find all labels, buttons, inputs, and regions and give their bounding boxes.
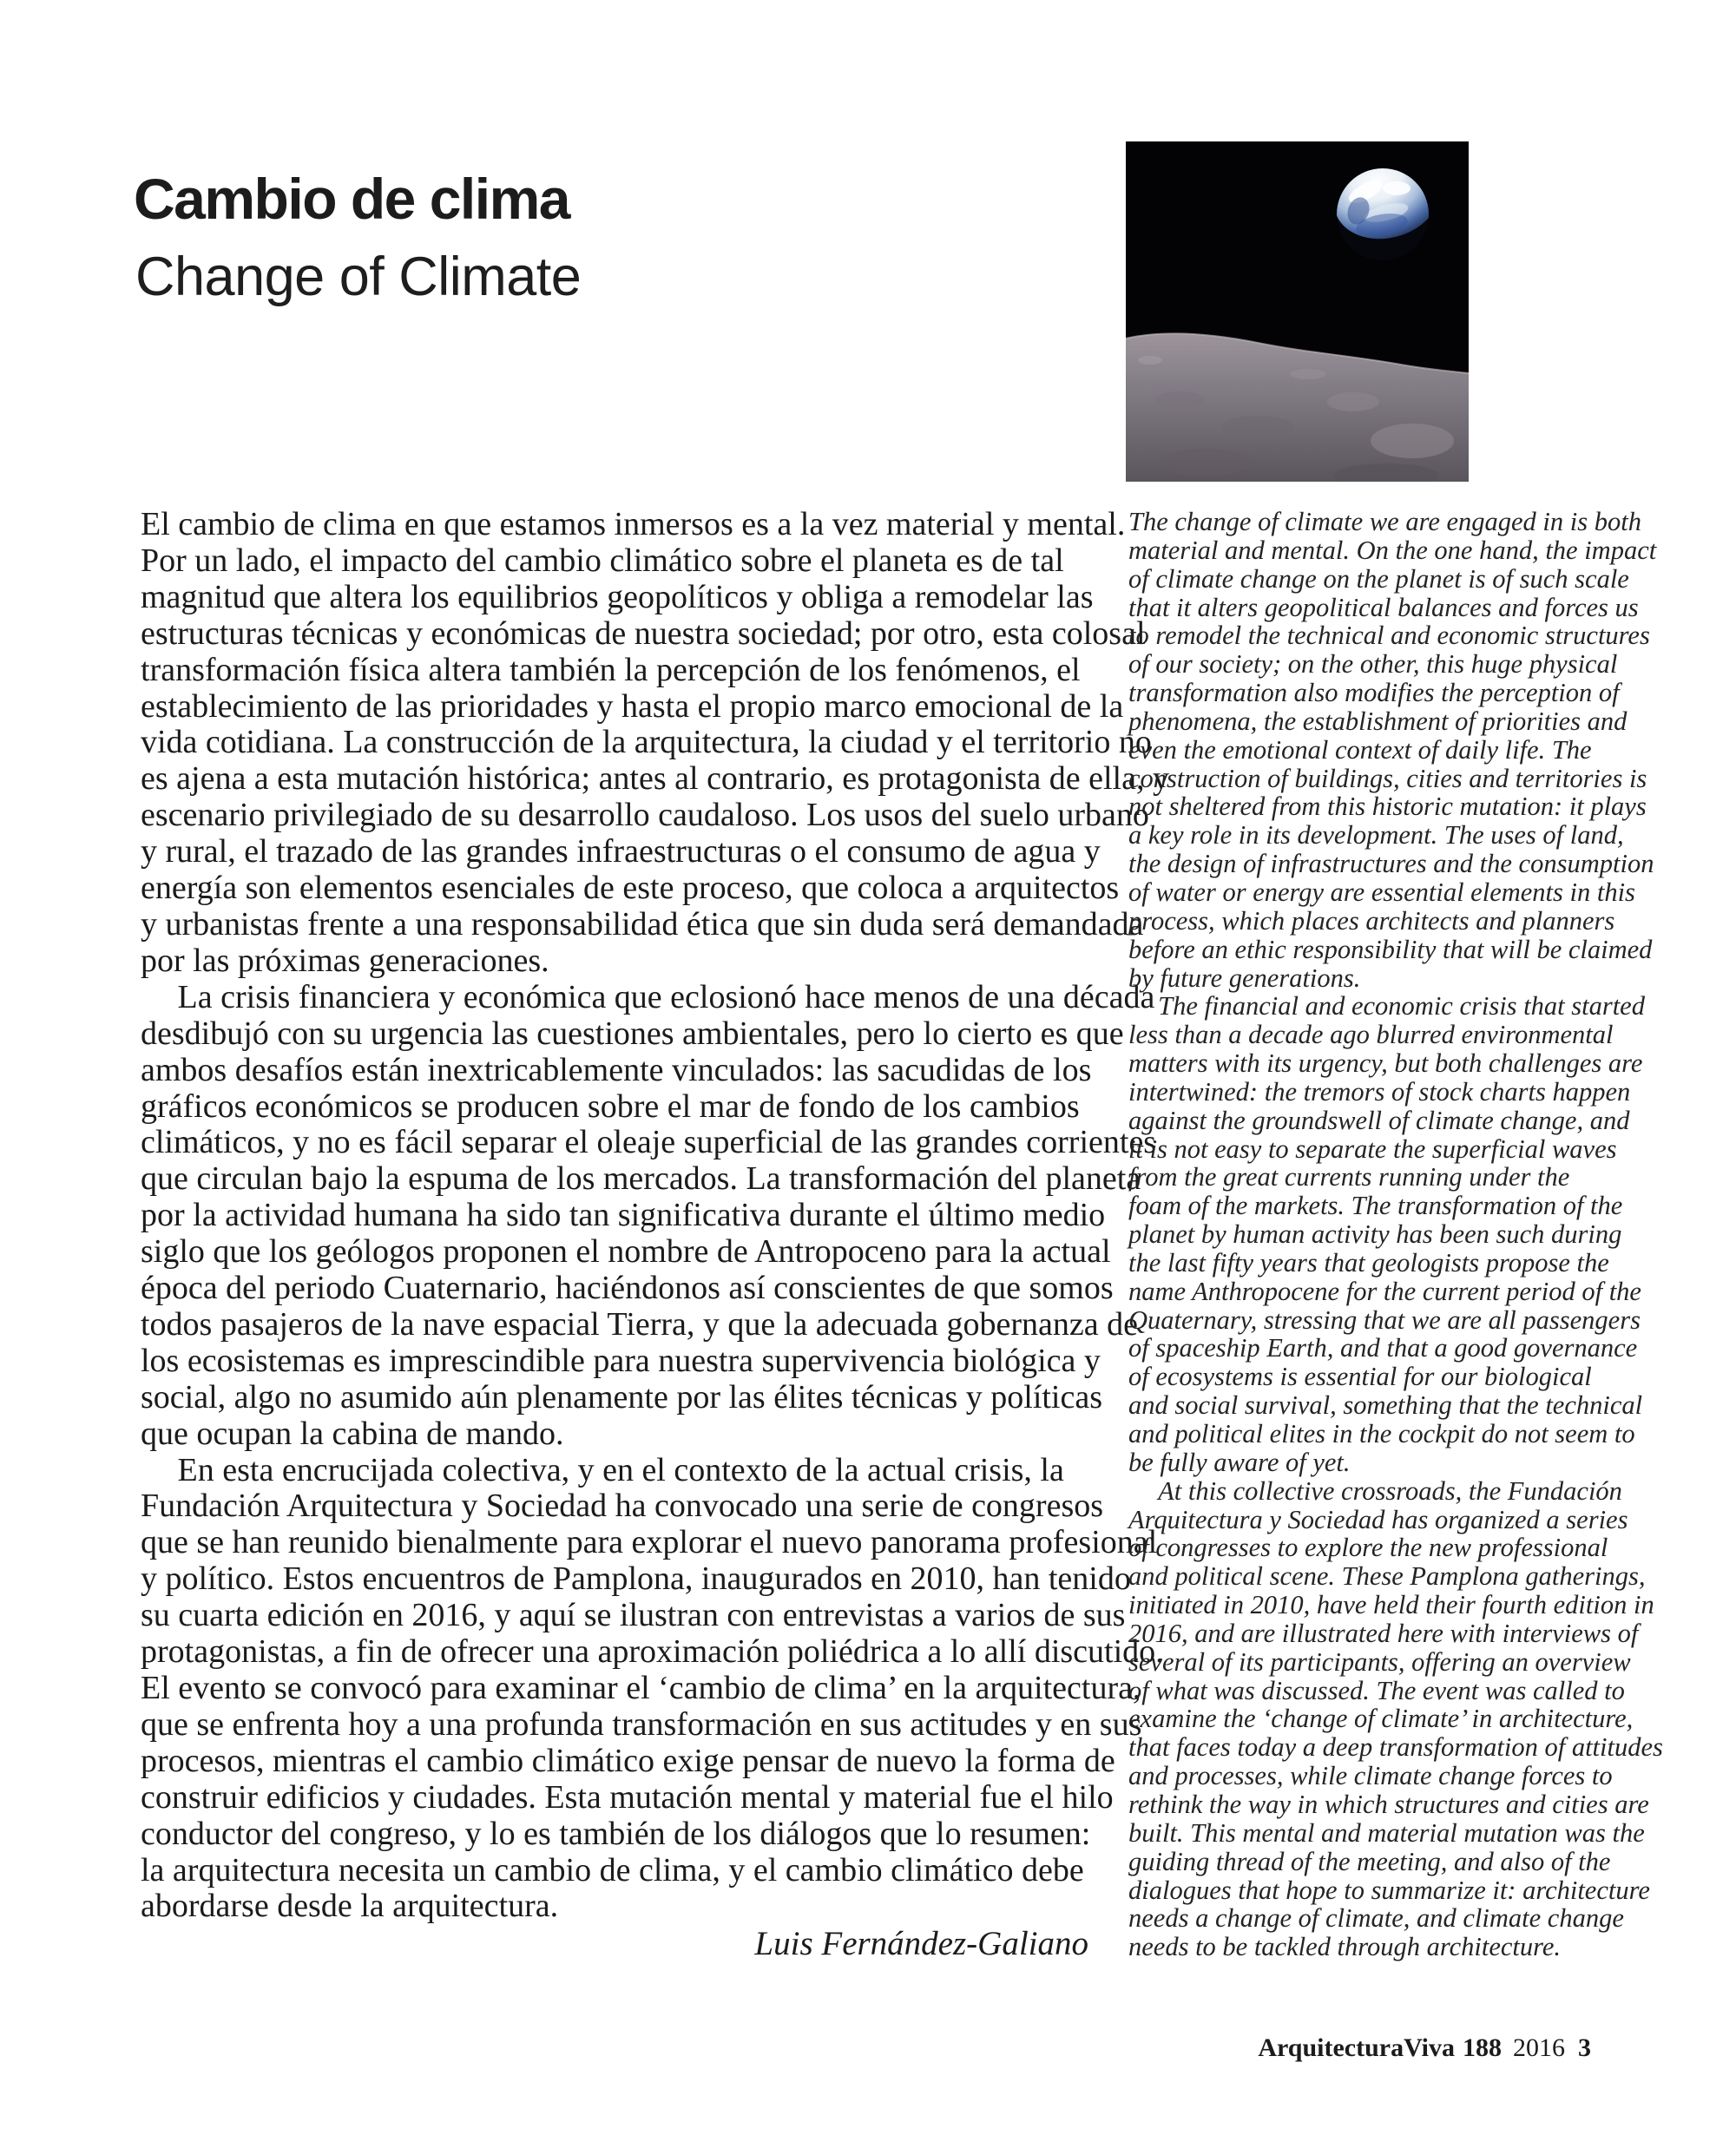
text-line: estructuras técnicas y económicas de nuestra sociedad; por otro, esta colosal xyxy=(141,614,1146,652)
text-line: que se han reunido bienalmente para explorar el nuevo panorama profesional xyxy=(141,1524,1158,1561)
text-line: and processes, while climate change forces to xyxy=(1128,1761,1613,1791)
text-line: examine the ‘change of climate’ in architecture, xyxy=(1128,1704,1634,1734)
text-line: abordarse desde la arquitectura. xyxy=(141,1888,559,1925)
text-line: initiated in 2010, have held their fourth edition in xyxy=(1128,1590,1654,1620)
text-line: material and mental. On the one hand, the impact xyxy=(1128,535,1657,565)
text-line: Fundación Arquitectura y Sociedad ha convocado una serie de congresos xyxy=(141,1488,1104,1525)
text-line: la arquitectura necesita un cambio de clima, y el cambio climático debe xyxy=(141,1851,1084,1889)
text-line: of congresses to explore the new professional xyxy=(1128,1533,1608,1563)
article-paragraph xyxy=(141,1451,1164,1926)
text-line: construir edificios y ciudades. Esta mutación mental y material fue el hilo xyxy=(141,1778,1114,1816)
magazine-name: ArquitecturaViva xyxy=(1258,2033,1455,2062)
text-line: and political elites in the cockpit do not seem to xyxy=(1128,1419,1635,1448)
english-article-text xyxy=(1128,507,1663,1962)
text-line: guiding thread of the meeting, and also of the xyxy=(1128,1846,1611,1876)
earthrise-photo xyxy=(1126,141,1469,482)
text-line: conductor del congreso, y lo es también de los diálogos que lo resumen: xyxy=(141,1815,1091,1852)
text-line: Arquitectura y Sociedad has organized a series xyxy=(1128,1504,1628,1534)
text-line: a key role in its development. The uses of land, xyxy=(1128,820,1624,851)
text-line: The change of climate we are engaged in is both xyxy=(1128,507,1641,536)
text-line: against the groundswell of climate change, and xyxy=(1128,1105,1630,1135)
text-line: gráficos económicos se producen sobre el mar de fondo de los cambios xyxy=(141,1087,1080,1125)
text-line: matters with its urgency, but both challenges are xyxy=(1128,1048,1643,1079)
text-line: phenomena, the establishment of priorities and xyxy=(1128,706,1628,736)
text-line: less than a decade ago blurred environmental xyxy=(1128,1020,1614,1050)
article-paragraph xyxy=(1128,507,1657,993)
text-line: not sheltered from this historic mutation: it plays xyxy=(1128,792,1647,822)
text-line: it is not easy to separate the superficial waves xyxy=(1128,1133,1617,1164)
text-line: of our society; on the other, this huge physical xyxy=(1128,649,1618,680)
text-line: to remodel the technical and economic structures xyxy=(1128,621,1650,651)
text-line: planet by human activity has been such during xyxy=(1128,1219,1622,1250)
text-line: desdibujó con su urgencia las cuestiones ambientales, pero lo cierto es que xyxy=(141,1015,1124,1052)
text-line: even the emotional context of daily life. The xyxy=(1128,734,1592,765)
english-column xyxy=(1128,507,1663,1962)
text-line: and social survival, something that the technical xyxy=(1128,1390,1643,1421)
text-line: y político. Estos encuentros de Pamplona, inaugurados en 2010, han tenido xyxy=(141,1560,1131,1598)
text-line: ambos desafíos están inextricablemente vinculados: las sacudidas de los xyxy=(141,1051,1092,1088)
spanish-column xyxy=(141,506,1169,1963)
article-paragraph xyxy=(141,506,1169,980)
text-line: name Anthropocene for the current period of the xyxy=(1128,1276,1641,1306)
page-title: Cambio de clima xyxy=(134,167,569,232)
issue-number: 188 xyxy=(1463,2033,1502,2062)
text-line: que ocupan la cabina de mando. xyxy=(141,1415,564,1452)
text-line: construction of buildings, cities and territories is xyxy=(1128,763,1647,793)
text-line: que circulan bajo la espuma de los mercados. La transformación del planeta xyxy=(141,1160,1141,1198)
text-line: por la actividad humana ha sido tan significativa durante el último medio xyxy=(141,1197,1106,1234)
text-line: procesos, mientras el cambio climático exige pensar de nuevo la forma de xyxy=(141,1742,1115,1779)
text-line: by future generations. xyxy=(1128,962,1361,993)
text-line: and political scene. These Pamplona gatherings, xyxy=(1128,1561,1646,1592)
spanish-article-text xyxy=(141,506,1169,1925)
text-line: su cuarta edición en 2016, y aquí se ilustran con entrevistas a varios de sus xyxy=(141,1597,1126,1634)
text-line: dialogues that hope to summarize it: architecture xyxy=(1128,1875,1650,1905)
text-line: of spaceship Earth, and that a good governance xyxy=(1128,1333,1638,1363)
text-line: of water or energy are essential elements in this xyxy=(1128,877,1635,907)
text-line: por las próximas generaciones. xyxy=(141,942,549,979)
text-line: vida cotidiana. La construcción de la arquitectura, la ciudad y el territorio no xyxy=(141,724,1152,761)
text-line: before an ethic responsibility that will be claimed xyxy=(1128,934,1653,964)
text-line: that it alters geopolitical balances and forces us xyxy=(1128,592,1639,622)
text-line: establecimiento de las prioridades y hasta el propio marco emocional de la xyxy=(141,687,1124,725)
text-line: of climate change on the planet is of such scale xyxy=(1128,563,1629,594)
text-line: escenario privilegiado de su desarrollo caudaloso. Los usos del suelo urbano xyxy=(141,797,1149,834)
text-line: El evento se convocó para examinar el ‘cambio de clima’ en la arquitectura, xyxy=(141,1670,1141,1706)
text-line: rethink the way in which structures and cities are xyxy=(1128,1789,1649,1819)
text-line: from the great currents running under the xyxy=(1128,1162,1570,1192)
text-line: transformación física altera también la percepción de los fenómenos, el xyxy=(141,651,1081,688)
text-line: Quaternary, stressing that we are all passengers xyxy=(1128,1304,1641,1335)
text-line: social, algo no asumido aún plenamente por las élites técnicas y políticas xyxy=(141,1378,1103,1416)
text-line: needs a change of climate, and climate change xyxy=(1128,1903,1624,1934)
text-line: foam of the markets. The transformation of the xyxy=(1128,1191,1623,1221)
text-line: magnitud que altera los equilibrios geopolíticos y obliga a remodelar las xyxy=(141,578,1094,615)
text-line: built. This mental and material mutation was the xyxy=(1128,1817,1645,1848)
text-line: climáticos, y no es fácil separar el oleaje superficial de las grandes corrientes xyxy=(141,1124,1157,1161)
issue-year: 2016 xyxy=(1513,2033,1565,2062)
text-line: transformation also modifies the perception of xyxy=(1128,678,1620,708)
text-line: En esta encrucijada colectiva, y en el contexto de la actual crisis, la xyxy=(177,1451,1064,1488)
text-line: of ecosystems is essential for our biological xyxy=(1128,1362,1592,1392)
text-line: The financial and economic crisis that started xyxy=(1158,991,1645,1021)
article-paragraph xyxy=(141,978,1157,1453)
text-line: y urbanistas frente a una responsabilidad ética que sin duda será demandada xyxy=(141,905,1144,943)
text-line: y rural, el trazado de las grandes infraestructuras o el consumo de agua y xyxy=(141,833,1101,870)
text-line: At this collective crossroads, the Fundación xyxy=(1158,1475,1622,1506)
text-line: intertwined: the tremors of stock charts happen xyxy=(1128,1076,1631,1107)
text-line: 2016, and are illustrated here with interviews of xyxy=(1128,1618,1639,1648)
text-line: El cambio de clima en que estamos inmersos es a la vez material y mental. xyxy=(141,506,1126,542)
article-paragraph xyxy=(1128,1475,1663,1962)
text-line: needs to be tackled through architecture. xyxy=(1128,1932,1562,1962)
text-line: protagonistas, a fin de ofrecer una aproximación poliédrica a lo allí discutido. xyxy=(141,1633,1164,1671)
text-line: several of its participants, offering an overview xyxy=(1128,1646,1631,1677)
article-paragraph xyxy=(1128,991,1645,1477)
text-line: process, which places architects and planners xyxy=(1128,905,1615,936)
text-line: siglo que los geólogos proponen el nombre de Antropoceno para la actual xyxy=(141,1233,1111,1271)
text-line: of what was discussed. The event was called to xyxy=(1128,1675,1625,1705)
text-line: that faces today a deep transformation of attitudes xyxy=(1128,1732,1663,1763)
earthrise-photo-art xyxy=(1126,141,1469,482)
text-line: the last fifty years that geologists propose the xyxy=(1128,1247,1609,1278)
text-line: Por un lado, el impacto del cambio climático sobre el planeta es de tal xyxy=(141,542,1064,579)
author-signature: Luis Fernández-Galiano xyxy=(754,1925,1088,1963)
text-line: que se enfrenta hoy a una profunda transformación en sus actitudes y en sus xyxy=(141,1705,1142,1743)
text-line: época del periodo Cuaternario, haciéndonos así conscientes de que somos xyxy=(141,1270,1114,1307)
text-line: La crisis financiera y económica que eclosionó hace menos de una década xyxy=(177,978,1155,1015)
text-line: todos pasajeros de la nave espacial Tierra, y que la adecuada gobernanza de xyxy=(141,1305,1139,1343)
text-line: be fully aware of yet. xyxy=(1128,1447,1351,1477)
text-line: the design of infrastructures and the consumption xyxy=(1128,849,1654,879)
page-subtitle: Change of Climate xyxy=(135,246,582,308)
page-number: 3 xyxy=(1578,2033,1591,2062)
text-line: los ecosistemas es imprescindible para nuestra supervivencia biológica y xyxy=(141,1342,1101,1379)
text-line: energía son elementos esenciales de este proceso, que coloca a arquitectos xyxy=(141,870,1120,907)
page-footer xyxy=(1122,2033,1591,2064)
text-line: es ajena a esta mutación histórica; antes al contrario, es protagonista de ella, y xyxy=(141,760,1169,798)
